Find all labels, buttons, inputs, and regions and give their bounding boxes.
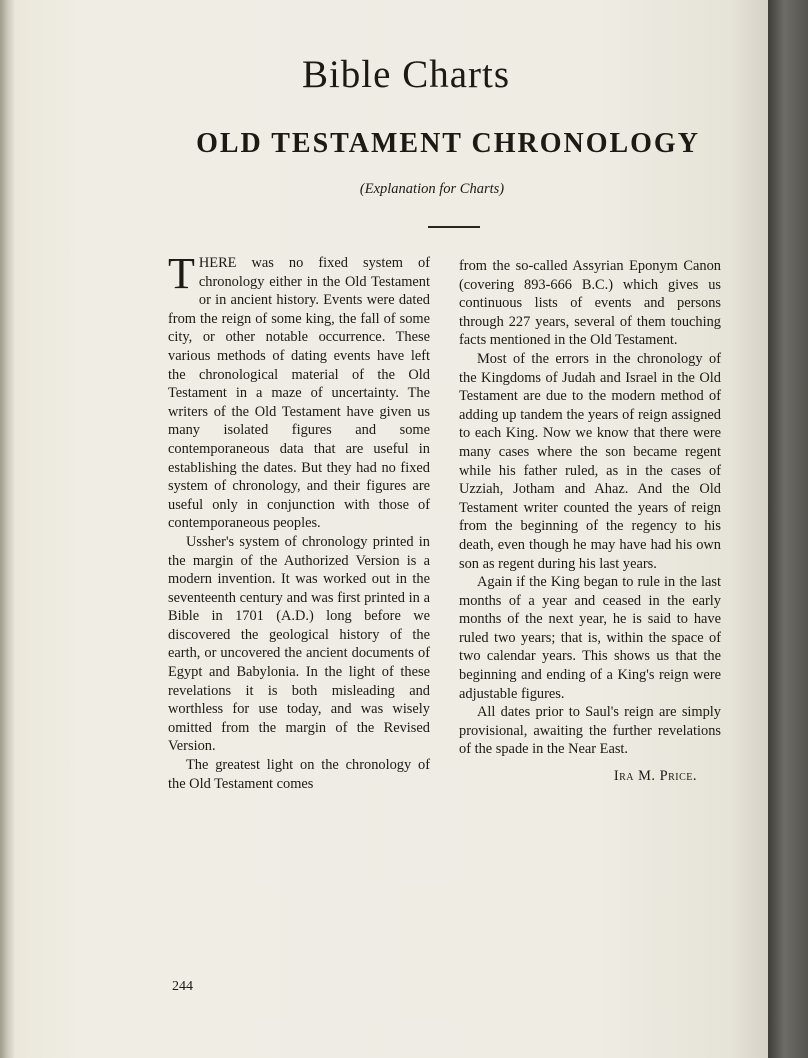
article-paragraph: Ussher's system of chronology printed in the margin of the Authorized Version is a modern invention. It was worked out in the seventeenth century and was first printed in a Bible in 1701 (A.D.) long before we discovered the geological history of the earth, or uncovered the ancient documents of Egypt and Babylonia. In the light of these revelations it is both misleading and worthless for use today, and was wisely omitted from the margin of the Revised Version. [168,533,430,755]
book-binding [0,0,14,1058]
article-paragraph: from the so-called Assyrian Eponym Canon (covering 893-666 B.C.) which gives us continuous lists of events and persons through 227 years, several of them touching facts mentioned in the Old Testament. [459,258,721,349]
explanation-caption: (Explanation for Charts) [359,181,505,197]
article-column-left [168,249,430,793]
article-paragraph: Most of the errors in the chronology of the Kingdoms of Judah and Israel in the Old Testament are due to the modern method of adding up tandem the years of reign assigned to each King. Now we know that there were many cases where the son became regent while his father ruled, as in the cases of Uzziah, Jotham and Ahaz. And the Old Testament writer counted the years of reign from the beginning of the regency to his death, even though he may have had his own son as regent during his last years. [459,350,721,572]
article-paragraph [168,249,430,533]
article-paragraph: All dates prior to Saul's reign are simply provisional, awaiting the further revelations of the spade in the Near East. [459,704,721,758]
article-paragraph: Again if the King began to rule in the last months of a year and ceased in the early months of the next year, he is said to have ruled two years; that is, within the space of two calendar years. This shows us that the beginning and ending of a King's reign were adjustable figures. [459,574,721,702]
title-divider [428,226,480,228]
author-signature: Ira M. Price. [613,768,697,785]
drop-cap: T [168,249,195,298]
article-column-right [459,257,721,786]
page-subtitle: OLD TESTAMENT CHRONOLOGY [196,128,700,159]
page-edge-shadow [768,0,808,1058]
paragraph-text: HERE was no fixed system of chronology either in the Old Testament or in ancient history. Events were dated from the reign of some king, the fall of some city, or other notable occurrence. These various methods of dating events have left the chronological material of the Old Testament in a maze of uncertainty. The writers of the Old Testament have given us many isolated figures and some contemporaneous data that are useful in establishing the dates. But they had no fixed system of chronology, and their figures are useful only in conjunction with those of contemporaneous peoples. [168,255,430,532]
page-title: Bible Charts [301,53,511,96]
page-number: 244 [172,979,193,994]
article-paragraph: The greatest light on the chronology of the Old Testament comes [168,757,430,792]
